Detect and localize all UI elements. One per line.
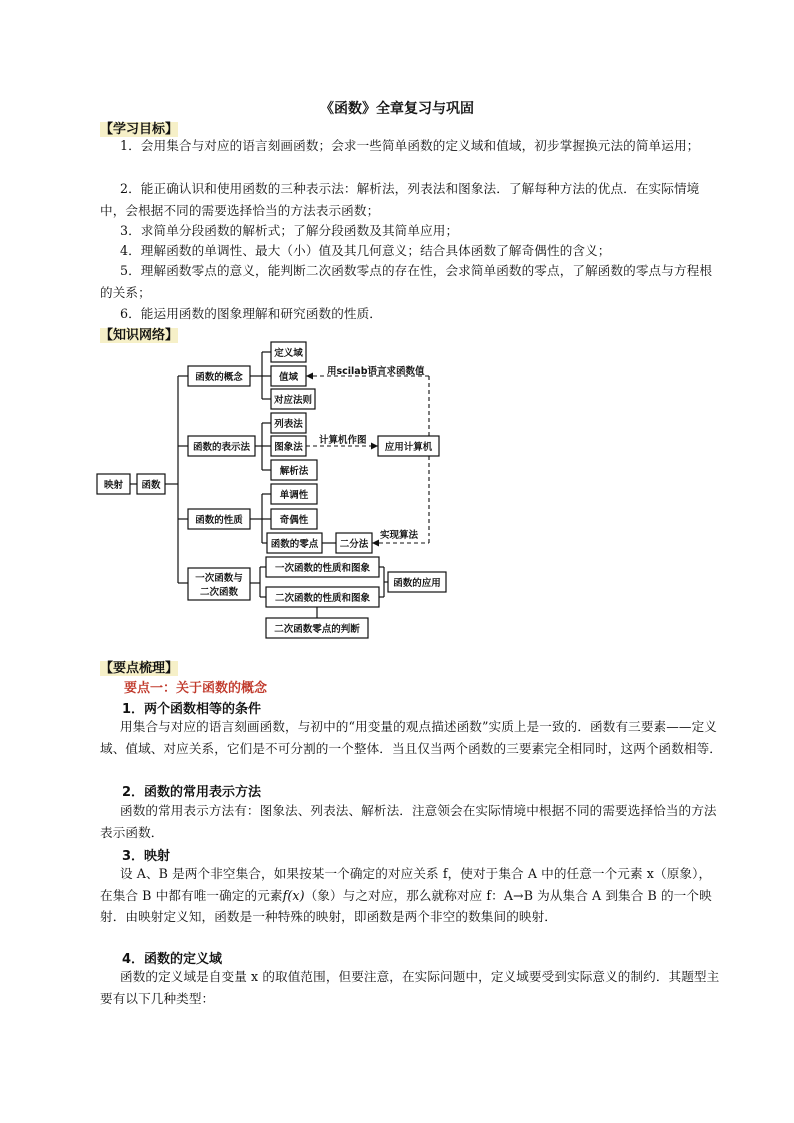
subsection-4-title: 4．函数的定义域 bbox=[122, 952, 223, 967]
objective-2: 2．能正确认识和使用函数的三种表示法：解析法，列表法和图象法．了解每种方法的优点．在实际情境中，会根据不同的需要选择恰当的方法表示函数； bbox=[100, 181, 700, 218]
node-properties: 函数的性质 bbox=[195, 515, 243, 526]
section-keypoints-header: 【要点梳理】 bbox=[100, 661, 179, 676]
node-list: 列表法 bbox=[274, 419, 303, 430]
node-analytic: 解析法 bbox=[279, 466, 309, 477]
objective-5: 5．理解函数零点的意义，能判断二次函数零点的存在性，会求简单函数的零点，了解函数的零点与方程根的关系； bbox=[100, 263, 713, 300]
node-rule: 对应法则 bbox=[273, 395, 313, 406]
edge-label-plot: 计算机作图 bbox=[319, 435, 367, 446]
objective-3: 3．求简单分段函数的解析式；了解分段函数及其简单应用； bbox=[120, 223, 459, 238]
subsection-1-text: 用集合与对应的语言刻画函数，与初中的“用变量的观点描述函数”实质上是一致的．函数有三要素——定义域、值域、对应关系，它们是不可分割的一个整体．当且仅当两个函数的三要素完全相同时，这两个函数相等． bbox=[100, 719, 722, 756]
node-computer: 应用计算机 bbox=[384, 442, 433, 453]
node-graph: 图象法 bbox=[274, 442, 303, 453]
objective-6: 6．能运用函数的图象理解和研究函数的性质． bbox=[120, 306, 382, 321]
node-concept: 函数的概念 bbox=[195, 372, 243, 383]
node-quad-props: 二次函数的性质和图象 bbox=[274, 593, 371, 604]
node-function: 函数 bbox=[141, 480, 161, 491]
subsection-4-text: 函数的定义域是自变量 x 的取值范围，但要注意，在实际问题中，定义域要受到实际意义的制约．其题型主要有以下几种类型： bbox=[100, 969, 720, 1006]
subsection-3-title: 3．映射 bbox=[122, 849, 171, 864]
node-parity: 奇偶性 bbox=[279, 515, 309, 526]
node-range: 值域 bbox=[278, 372, 299, 383]
objective-1: 1．会用集合与对应的语言刻画函数；会求一些简单函数的定义域和值域，初步掌握换元法的简单运用； bbox=[120, 138, 700, 153]
subsection-2-text: 函数的常用表示方法有：图象法、列表法、解析法．注意领会在实际情境中根据不同的需要选择恰当的方法表示函数． bbox=[100, 803, 717, 840]
node-linquad-line2: 二次函数 bbox=[199, 587, 239, 598]
page-title: 《函数》全章复习与巩固 bbox=[320, 101, 474, 117]
node-representation: 函数的表示法 bbox=[192, 442, 251, 453]
node-zeros: 函数的零点 bbox=[270, 539, 319, 550]
node-application: 函数的应用 bbox=[393, 578, 441, 589]
node-linquad-line1: 一次函数与 bbox=[195, 573, 243, 584]
node-mapping: 映射 bbox=[103, 480, 124, 491]
subsection-2-title: 2．函数的常用表示方法 bbox=[122, 785, 262, 800]
subsection-3-text: 设 A、B 是两个非空集合，如果按某一个确定的对应关系 f，使对于集合 A 中的任意一个元素 x（原象），在集合 B 中都有唯一确定的元素f(x)（象）与之对应，那么就称对应 f：A→B 为从集合 A 到集合 B 的一个映射．由映射定义知，函数是一种特殊的映射，即函数是两个非空的数集间的映射． bbox=[100, 866, 712, 924]
node-monotonic: 单调性 bbox=[279, 490, 309, 501]
section-objectives-header: 【学习目标】 bbox=[100, 122, 179, 137]
node-linear-props: 一次函数的性质和图象 bbox=[274, 563, 371, 574]
node-quad-zeros: 二次函数零点的判断 bbox=[274, 624, 360, 635]
keypoint-1-title: 要点一：关于函数的概念 bbox=[124, 681, 268, 696]
section-network-header: 【知识网络】 bbox=[100, 328, 179, 343]
edge-label-algo: 实现算法 bbox=[380, 530, 419, 541]
node-domain: 定义域 bbox=[274, 348, 303, 359]
objective-4: 4．理解函数的单调性、最大（小）值及其几何意义；结合具体函数了解奇偶性的含义； bbox=[120, 243, 611, 258]
edge-label-scilab: 用scilab语言求函数值 bbox=[327, 366, 425, 377]
node-bisection: 二分法 bbox=[339, 539, 369, 550]
fx-symbol: f(x) bbox=[282, 887, 305, 903]
subsection-1-title: 1．两个函数相等的条件 bbox=[122, 702, 262, 717]
